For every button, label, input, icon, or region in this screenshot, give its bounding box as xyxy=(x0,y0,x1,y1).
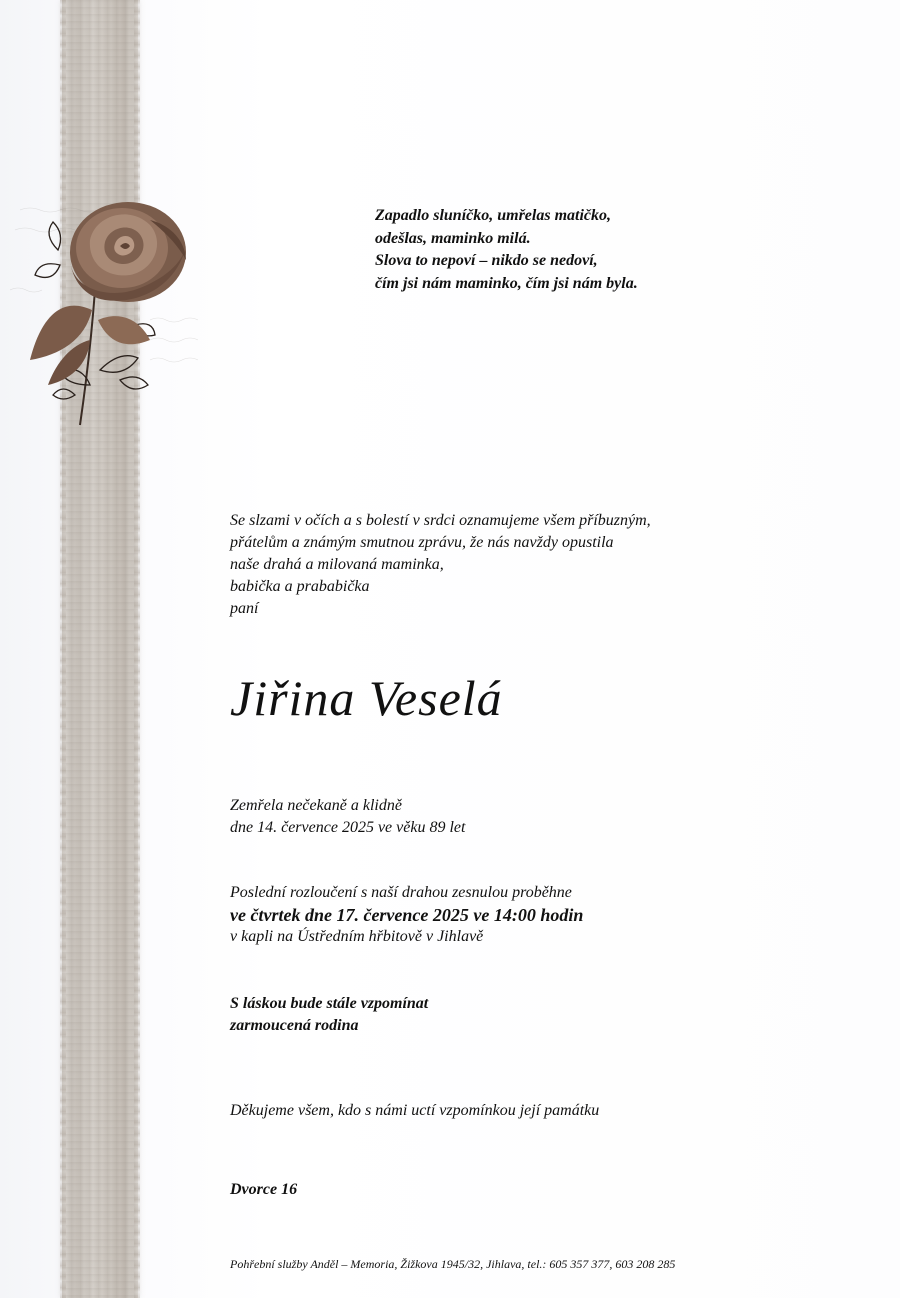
funeral-service-footer: Pohřební služby Anděl – Memoria, Žižkova 1945/32, Jihlava, tel.: 605 357 377, 603 208 285 xyxy=(230,1257,676,1271)
family-address: Dvorce 16 xyxy=(230,1181,298,1198)
funeral-date-time: ve čtvrtek dne 17. července 2025 ve 14:00 hodin xyxy=(230,905,584,925)
poem-line: Zapadlo sluníčko, umřelas matičko, xyxy=(375,207,612,224)
family-line: S láskou bude stále vzpomínat xyxy=(230,995,429,1012)
rose-icon xyxy=(0,170,215,435)
family-line: zarmoucená rodina xyxy=(230,1017,359,1034)
intro-line: paní xyxy=(230,600,259,617)
poem-line: odešlas, maminko milá. xyxy=(375,229,531,247)
announcement-intro xyxy=(230,510,651,620)
funeral-line: Poslední rozloučení s naší drahou zesnulou proběhne xyxy=(230,884,572,901)
funeral-place: v kapli na Ústředním hřbitově v Jihlavě xyxy=(230,928,484,945)
death-line: dne 14. července 2025 ve věku 89 let xyxy=(230,819,466,836)
thanks-note: Děkujeme všem, kdo s námi uctí vzpomínkou její památku xyxy=(230,1102,600,1119)
intro-line: babička a prababička xyxy=(230,578,370,595)
death-line: Zemřela nečekaně a klidně xyxy=(230,797,402,814)
poem-line: Slova to nepoví – nikdo se nedoví, xyxy=(375,252,598,269)
family-signature xyxy=(230,993,428,1037)
deceased-name: Jiřina Veselá xyxy=(230,670,503,726)
funeral-info xyxy=(230,882,583,948)
poem xyxy=(375,205,638,295)
death-info xyxy=(230,795,465,839)
poem-line: čím jsi nám maminko, čím jsi nám byla. xyxy=(375,274,638,292)
intro-line: naše drahá a milovaná maminka, xyxy=(230,556,444,573)
intro-line: Se slzami v očích a s bolestí v srdci oznamujeme všem příbuzným, xyxy=(230,512,651,529)
intro-line: přátelům a známým smutnou zprávu, že nás navždy opustila xyxy=(230,534,614,551)
